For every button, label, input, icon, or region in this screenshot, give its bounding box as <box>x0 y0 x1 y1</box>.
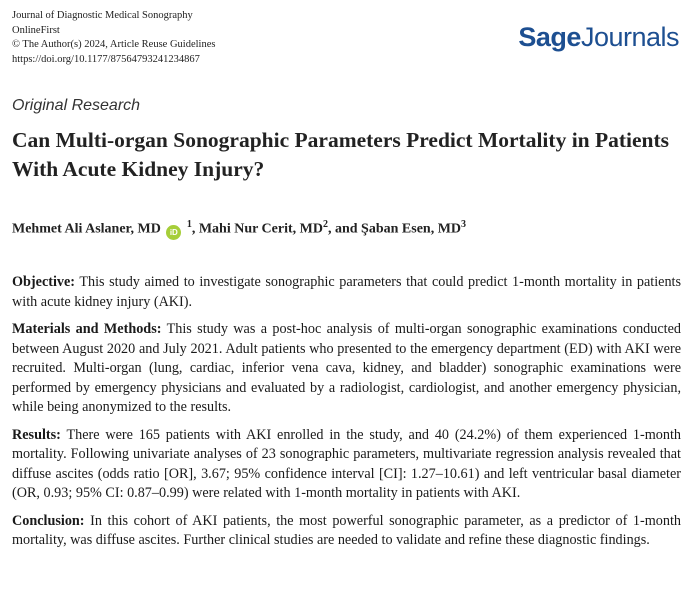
journal-header <box>12 9 215 67</box>
logo-part-journals: Journals <box>580 22 679 52</box>
affiliation-3: 3 <box>461 219 467 230</box>
journal-name: Journal of Diagnostic Medical Sonography <box>12 10 193 21</box>
author-3[interactable]: , and Şaban Esen, MD <box>327 221 462 237</box>
author-list <box>12 219 466 240</box>
logo-part-sage: Sage <box>518 22 581 52</box>
author-1[interactable]: Mehmet Ali Aslaner, MD <box>12 221 161 237</box>
conclusion-text: In this cohort of AKI patients, the most powerful sonographic parameter, as a predictor of 1-month mortality, was diffuse ascites. Further clinical studies are needed to validate and refine these diagnostic findings. <box>12 512 681 548</box>
results-text: There were 165 patients with AKI enrolled in the study, and 40 (24.2%) of them experienced 1-month mortality. Following univariate analyses of 23 sonographic parameters, multivariate regression analysis revealed that diffuse ascites (odds ratio [OR], 3.67; 95% confidence interval [CI]: 1.27–10.61) and left ventricular basal diameter (OR, 0.93; 95% CI: 0.87–0.99) were related with 1-month mortality in patients with AKI. <box>12 426 681 501</box>
objective-label: Objective: <box>12 274 76 290</box>
doi-link[interactable]: https://doi.org/10.1177/87564793241234867 <box>12 53 200 65</box>
article-type: Original Research <box>12 97 141 114</box>
objective-text: This study aimed to investigate sonographic parameters that could predict 1-month mortality in patients with acute kidney injury (AKI). <box>12 274 681 310</box>
results-label: Results: <box>12 426 61 443</box>
copyright-line[interactable]: © The Author(s) 2024, Article Reuse Guidelines <box>12 39 216 50</box>
article-title: Can Multi-organ Sonographic Parameters Predict Mortality in Patients With Acute Kidney Injury? <box>12 128 670 181</box>
methods-text: This study was a post-hoc analysis of multi-organ sonographic examinations conducted between August 2020 and July 2021. Adult patients who presented to the emergency department (ED) with AKI were recruited. Multi-organ (lung, cardiac, inferior vena cava, kidney, and bladder) sonographic examinations were performed by emergency physicians and evaluated by a radiologist, cardiologist, and another emergency physician, while being anonymized to the results. <box>12 321 682 415</box>
abstract-objective <box>12 273 681 312</box>
conclusion-label: Conclusion: <box>12 512 85 529</box>
publication-status: OnlineFirst <box>12 24 60 36</box>
author-2[interactable]: , Mahi Nur Cerit, MD <box>191 221 323 237</box>
abstract-results <box>12 426 681 504</box>
methods-label: Materials and Methods: <box>12 321 162 337</box>
orcid-icon[interactable]: iD <box>166 225 181 240</box>
abstract <box>12 273 681 559</box>
sage-journals-logo[interactable] <box>518 22 679 53</box>
affiliation-2: 2 <box>322 219 328 230</box>
affiliation-1: 1 <box>186 219 192 230</box>
abstract-conclusion <box>12 512 681 551</box>
abstract-methods <box>12 320 681 418</box>
